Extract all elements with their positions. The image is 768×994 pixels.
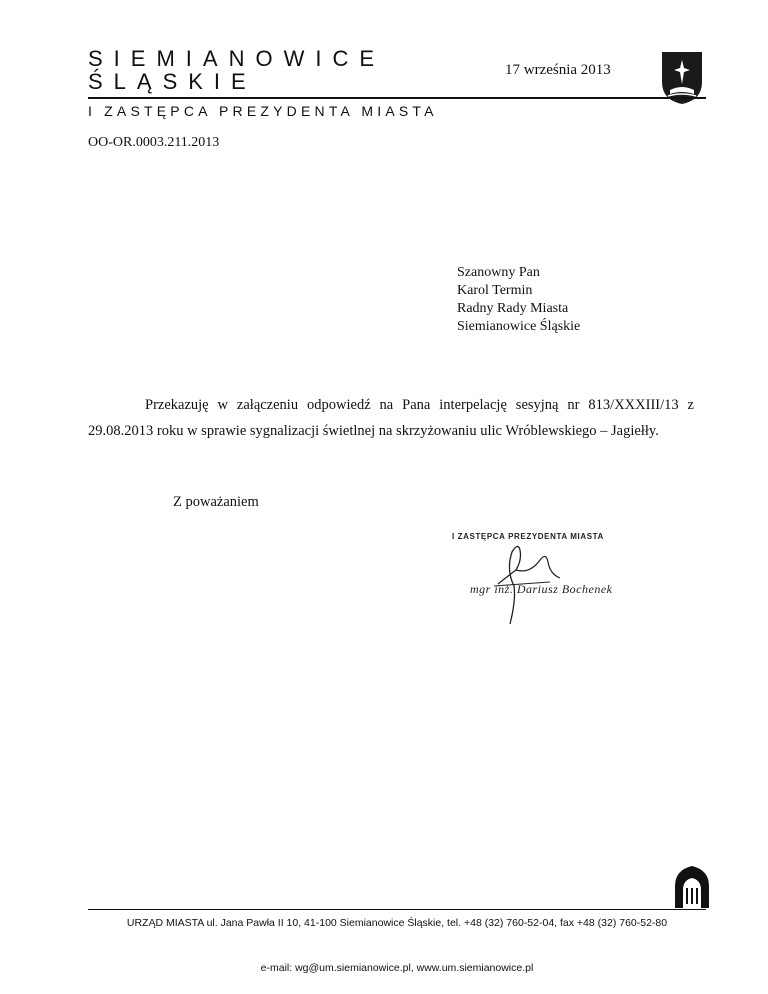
addressee-line: Szanowny Pan [457, 265, 540, 280]
city-name-line1: SIEMIANOWICE [88, 46, 386, 71]
city-name-line2: ŚLĄSKIE [88, 69, 257, 94]
handwritten-signature [490, 540, 590, 630]
stamp-name: mgr inż. Dariusz Bochenek [470, 582, 613, 596]
addressee-block [457, 264, 580, 336]
reference-number: OO-OR.0003.211.2013 [88, 135, 220, 150]
header-divider [88, 97, 706, 99]
closing-phrase: Z poważaniem [173, 494, 259, 510]
body-paragraph: Przekazuję w załączeniu odpowiedź na Pana interpelację sesyjną nr 813/XXXIII/13 z 29.08.2013 roku w sprawie sygnalizacji świetlnej na skrzyżowaniu ulic Wróblewskiego – Jagiełły. [88, 397, 694, 439]
city-logo-icon [675, 866, 709, 908]
footer-divider [88, 909, 706, 910]
addressee-line: Karol Termin [457, 283, 533, 298]
footer-address: URZĄD MIASTA ul. Jana Pawła II 10, 41-100 Siemianowice Śląskie, tel. +48 (32) 760-52-04, fax +48 (32) 760-52-80 [126, 917, 668, 929]
footer-contact: e-mail: wg@um.siemianowice.pl, www.um.siemianowice.pl [260, 962, 534, 974]
letter-date: 17 września 2013 [505, 62, 611, 78]
letter-body [88, 392, 694, 444]
stamp-title: I ZASTĘPCA PREZYDENTA MIASTA [452, 532, 604, 541]
addressee-line: Siemianowice Śląskie [457, 319, 581, 334]
addressee-line: Radny Rady Miasta [457, 301, 569, 316]
office-title: I ZASTĘPCA PREZYDENTA MIASTA [88, 103, 438, 119]
